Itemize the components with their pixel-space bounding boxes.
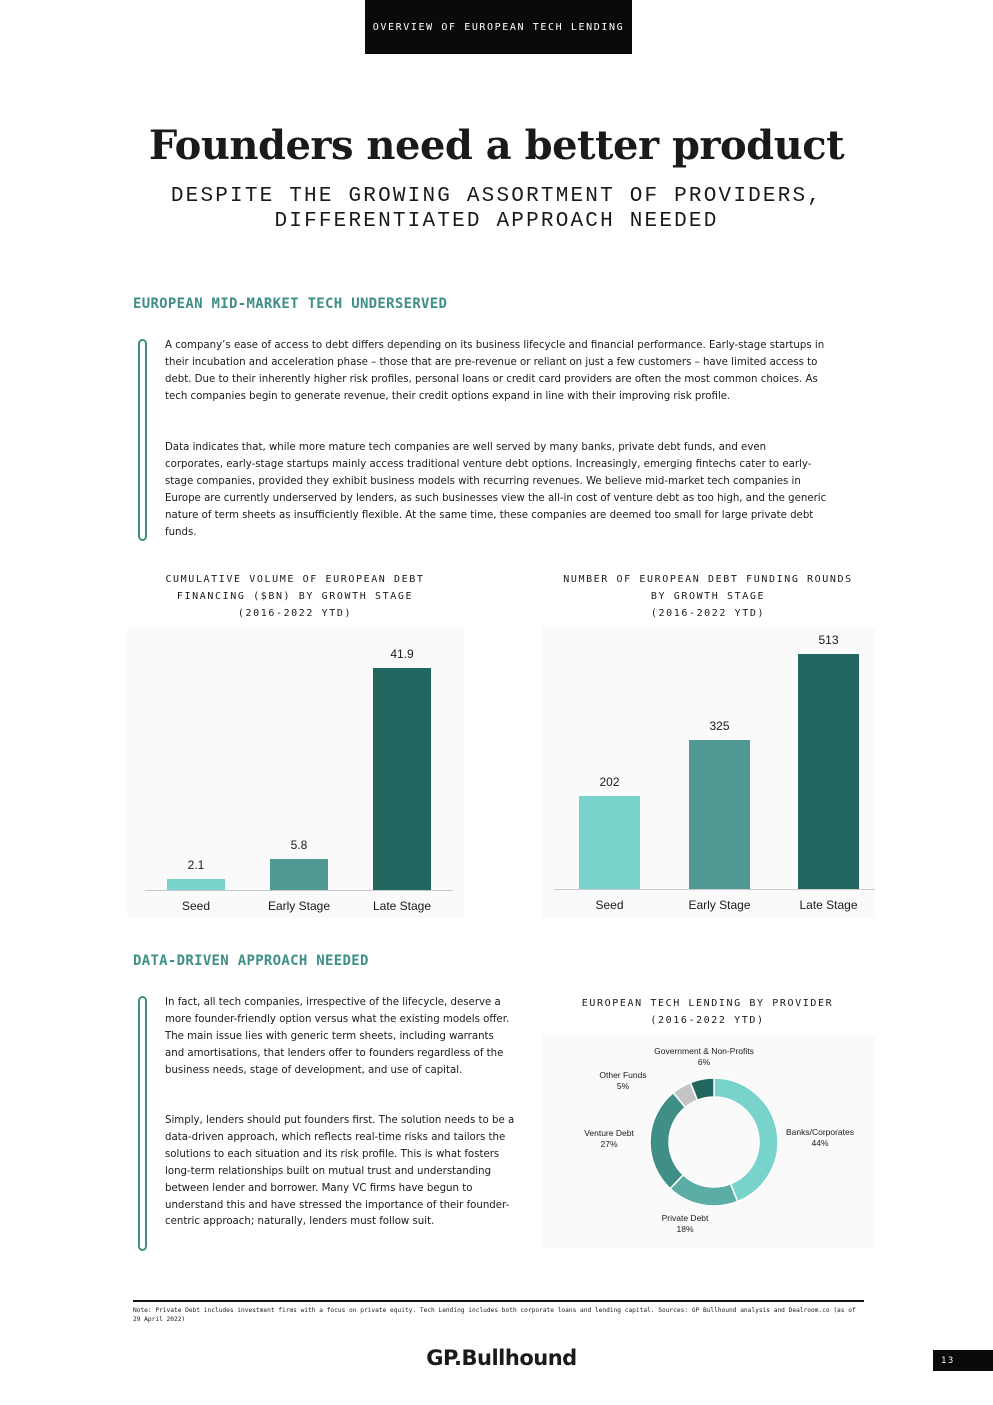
page-number: 13 [933,1350,993,1371]
bar-late-stage [798,654,859,889]
slice-name: Venture Debt [584,1128,634,1138]
category-label: Early Stage [267,899,331,913]
paragraph-data-indicates: Data indicates that, while more mature tech companies are well served by many banks, private debt funds, and even corporates, early-stage startups mainly access traditional venture debt options. Increasingly, emerging fintechs cater to early-stage companies, provided they exhibit business models with recurring revenues. We believe mid-market tech companies in Europe are currently underserved by lenders, as such businesses view the all-in cost of venture debt as too high, and the generic nature of term sheets as insufficiently flexible. At the same time, these companies are deemed too small for large private debt funds. [165,442,827,538]
footnote: Note: Private Debt includes investment firms with a focus on private equity. Tech Lending includes both corporate loans and lending capital. Sources: GP Bullhound analysis and Dealroom.co (as of 29 April 2022) [133,1307,856,1323]
slice-label-banks-corporates [775,1127,865,1149]
slice-name: Other Funds [599,1070,647,1080]
slice-label-government [644,1046,764,1068]
quote-bracket [138,339,147,541]
bar-value-label: 5.8 [290,838,308,852]
x-axis-line [554,889,875,890]
section-header-tab: OVERVIEW OF EUROPEAN TECH LENDING [365,0,632,54]
category-label: Seed [181,899,211,913]
category-label: Early Stage [688,898,751,912]
x-axis-line [145,890,453,891]
slice-name: Private Debt [661,1213,709,1223]
slice-percent: 6% [697,1057,711,1067]
footer-divider [133,1300,864,1302]
bar-early-stage [270,859,328,890]
slice-label-private-debt [645,1213,725,1235]
page-title: Founders need a better product [148,122,845,169]
chart-title-volume: CUMULATIVE VOLUME OF EUROPEAN DEBT FINANCING ($BN) BY GROWTH STAGE (2016-2022 YTD) [165,574,425,619]
donut-slice-banks-corporates [714,1078,778,1202]
chart-title-provider: EUROPEAN TECH LENDING BY PROVIDER (2016-2022 YTD) [581,998,834,1026]
slice-label-venture-debt [574,1128,644,1150]
quote-bracket [138,996,147,1251]
bar-seed [167,879,225,890]
slice-name: Banks/Corporates [785,1127,855,1137]
company-logo: GP.Bullhound [426,1346,577,1370]
slice-percent: 27% [600,1139,618,1149]
category-label: Late Stage [799,898,858,912]
slice-name: Government & Non-Profits [654,1046,754,1056]
bar-early-stage [689,740,750,889]
paragraph-lenders-founders-first: Simply, lenders should put founders first. The solution needs to be a data-driven approach, which reflects real-time risks and tailors the solutions to each situation and its risk profile. This is what fosters long-term relationships built on mutual trust and understanding between lender and borrower. Many VC firms have begun to understand this and have stressed the importance of their founder-centric approach; naturally, lenders must follow suit. [165,1115,515,1228]
slice-percent: 44% [811,1138,829,1148]
bar-value-label: 325 [709,719,730,733]
bar-late-stage [373,668,431,890]
bar-value-label: 2.1 [187,858,205,872]
donut-slice-private-debt [670,1175,737,1206]
bar-value-label: 202 [599,775,620,789]
paragraph-access-to-debt: A company’s ease of access to debt differs depending on its business lifecycle and financial performance. Early-stage startups in their incubation and acceleration phase – those that are pre-revenue or reliant on just a few customers – have limited access to debt. Due to their inherently higher risk profiles, personal loans or credit card providers are often the most common choices. As tech companies begin to generate revenue, their credit options expand in line with their improving risk profile. [165,340,825,402]
section-heading-underserved: EUROPEAN MID-MARKET TECH UNDERSERVED [133,296,448,312]
category-label: Late Stage [372,899,432,913]
section-heading-data-driven: DATA-DRIVEN APPROACH NEEDED [133,953,369,969]
bar-value-label: 513 [818,633,839,647]
paragraph-founder-friendly: In fact, all tech companies, irrespective of the lifecycle, deserve a more founder-friendly option versus what the existing models offer. The main issue lies with generic term sheets, including warrants and amortisations, that lenders offer to founders regardless of the business needs, stage of development, and use of capital. [165,997,510,1076]
slice-label-other-funds [588,1070,658,1092]
donut-slice-venture-debt [650,1093,685,1189]
chart-title-rounds: NUMBER OF EUROPEAN DEBT FUNDING ROUNDS BY GROWTH STAGE (2016-2022 YTD) [563,574,853,619]
bar-seed [579,796,640,889]
slice-percent: 5% [616,1081,630,1091]
slice-percent: 18% [676,1224,694,1234]
category-label: Seed [595,898,624,912]
page-subtitle: DESPITE THE GROWING ASSORTMENT OF PROVIDERS, DIFFERENTIATED APPROACH NEEDED [170,185,823,233]
bar-value-label: 41.9 [390,647,414,661]
